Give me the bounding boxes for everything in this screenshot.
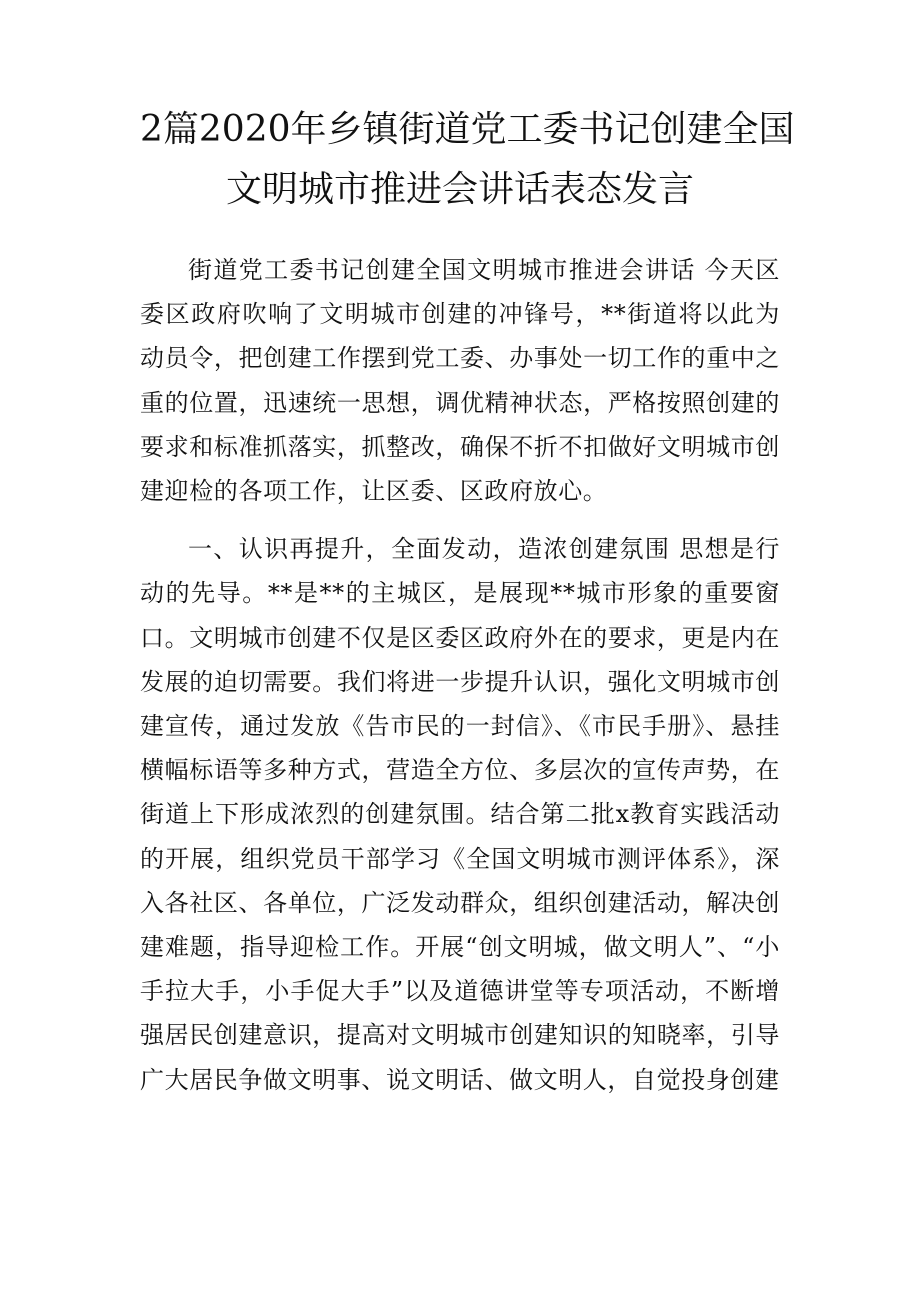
title-line-2: 文明城市推进会讲话表态发言 (225, 169, 694, 210)
paragraph-section-one: 一、认识再提升，全面发动，造浓创建氛围 思想是行动的先导。**是**的主城区，是展现**城市形象的重要窗口。文明城市创建不仅是区委区政府外在的要求，更是内在发展的迫切需要。我们将进一步提升认识，强化文明城市创建宣传，通过发放《告市民的一封信》、《市民手册》、悬挂横幅标语等多种方式，营造全方位、多层次的宣传声势，在街道上下形成浓烈的创建氛围。结合第二批x教育实践活动的开展，组织党员干部学习《全国文明城市测评体系》，深入各社区、各单位，广泛发动群众，组织创建活动，解决创建难题，指导迎检工作。开展“创文明城，做文明人”、“小手拉大手，小手促大手”以及道德讲堂等专项活动，不断增强居民创建意识，提高对文明城市创建知识的知晓率，引导广大居民争做文明事、说文明话、做文明人，自觉投身创建 (140, 535, 780, 1094)
paragraph-intro: 街道党工委书记创建全国文明城市推进会讲话 今天区委区政府吹响了文明城市创建的冲锋号，**街道将以此为动员令，把创建工作摆到党工委、办事处一切工作的重中之重的位置，迅速统一思想，调优精神状态，严格按照创建的要求和标准抓落实，抓整改，确保不折不扣做好文明城市创建迎检的各项工作，让区委、区政府放心。 (140, 256, 780, 506)
title-line-1: 2篇2020年乡镇街道党工委书记创建全国 (140, 109, 795, 150)
document-title (140, 100, 795, 220)
document-body (140, 248, 780, 1102)
